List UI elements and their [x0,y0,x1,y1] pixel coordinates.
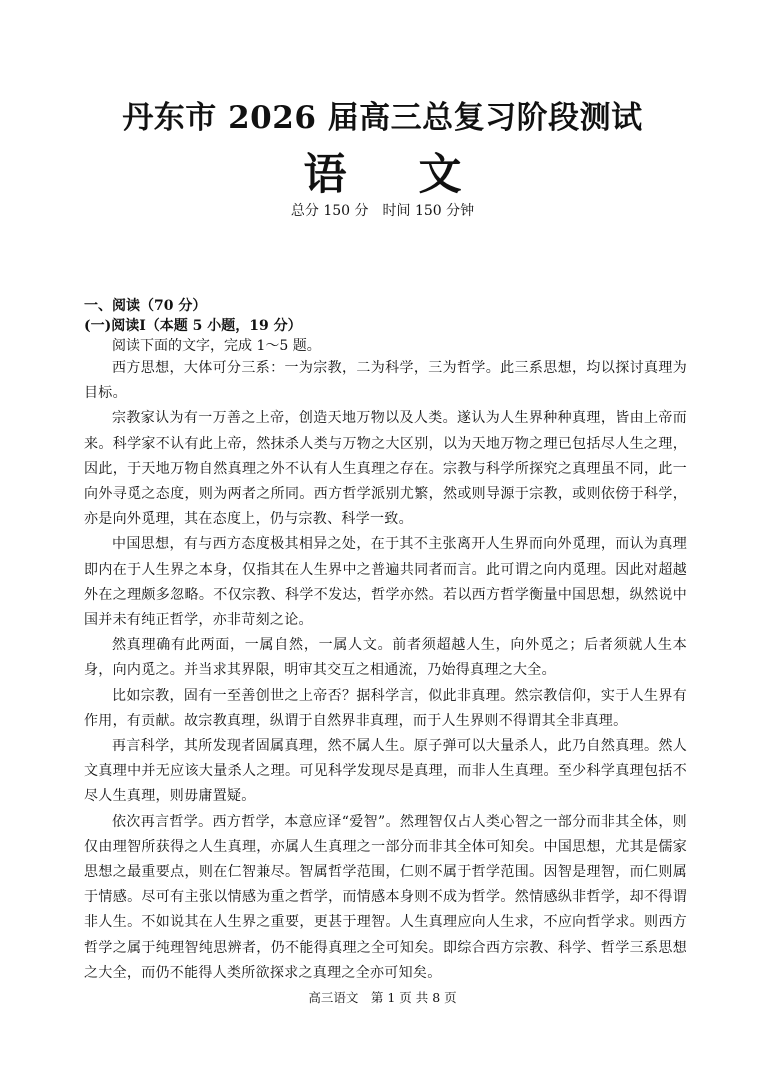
paragraph: 依次再言哲学。西方哲学，本意应译“爱智”。然理智仅占人类心智之一部分而非其全体，则仅由理智所获得之人生真理，亦属人生真理之一部分而非其全体可知矣。中国思想，尤其是儒家思想之最重要点，则在仁智兼尽。智属哲学范围，仁则不属于哲学范围。因智是理智，而仁则属于情感。尽可有主张以情感为重之哲学，而情感本身则不成为哲学。然情感纵非哲学，却不得谓非人生。不如说其在人生界之重要，更甚于理智。人生真理应向人生求，不应向哲学求。则西方哲学之属于纯理智纯思辨者，仍不能得真理之全可知矣。即综合西方宗教、科学、哲学三系思想之大全，而仍不能得人类所欲探求之真理之全亦可知矣。 [84,813,687,981]
paragraph: 再言科学，其所发现者固属真理，然不属人生。原子弹可以大量杀人，此乃自然真理。然人文真理中并无应该大量杀人之理。可见科学发现尽是真理，而非人生真理。至少科学真理包括不尽人生真理，则毋庸置疑。 [84,738,687,805]
exam-title: 丹东市 2026 届高三总复习阶段测试 [122,100,643,136]
exam-meta: 总分 150 分 时间 150 分钟 [290,203,475,219]
section-heading: 一、阅读（70 分） [84,298,207,314]
paragraph: 宗教家认为有一万善之上帝，创造天地万物以及人类。遂认为人生界种种真理，皆由上帝而来。科学家不认有此上帝，然抹杀人类与万物之大区别，以为天地万物之理已包括尽人生之理，因此，于天地万物自然真理之外不认有人生真理之存在。宗教与科学所探究之真理虽不同，此一向外寻觅之态度，则为两者之所同。西方哲学派别尤繁，然或则导源于宗教，或则依傍于科学，亦是向外觅理，其在态度上，仍与宗教、科学一致。 [84,410,687,528]
paragraph: 比如宗教，固有一至善创世之上帝否？据科学言，似此非真理。然宗教信仰，实于人生界有作用，有贡献。故宗教真理，纵谓于自然界非真理，而于人生界则不得谓其全非真理。 [84,687,687,729]
instruction: 阅读下面的文字，完成 1～5 题。 [112,338,321,354]
subject-title: 语文 [303,150,534,200]
paragraph: 西方思想，大体可分三系：一为宗教，二为科学，三为哲学。此三系思想，均以探讨真理为目标。 [84,360,687,402]
paragraph: 然真理确有此两面，一属自然，一属人文。前者须超越人生，向外觅之；后者须就人生本身，向内觅之。并当求其界限，明审其交互之相通流，乃始得真理之大全。 [84,637,687,679]
reading-section [84,296,687,986]
section-subheading: (一)阅读Ⅰ（本题 5 小题，19 分） [84,318,302,334]
paragraph: 中国思想，有与西方态度极其相异之处，在于其不主张离开人生界而向外觅理，而认为真理即内在于人生界之本身，仅指其在人生界中之普遍共同者而言。此可谓之向内觅理。因此对超越外在之理颇多忽略。不仅宗教、科学不发达，哲学亦然。若以西方哲学衡量中国思想，纵然说中国并未有纯正哲学，亦非苛刻之论。 [84,536,687,629]
page-footer: 高三语文 第 1 页 共 8 页 [308,990,457,1005]
